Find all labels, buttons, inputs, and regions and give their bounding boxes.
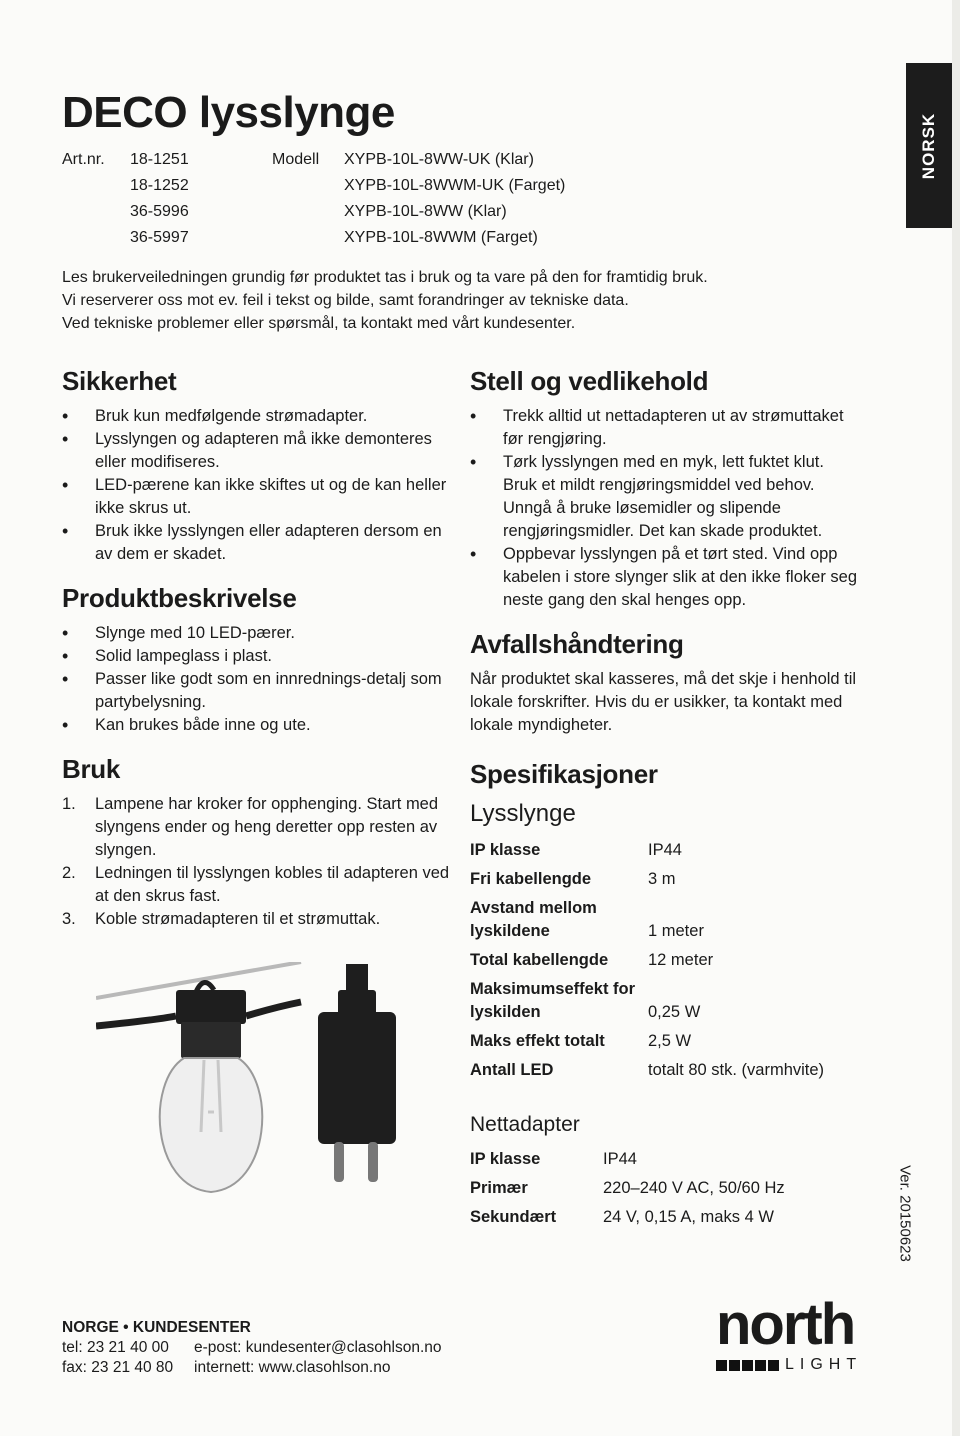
logo-sub: [716, 1356, 862, 1374]
art-number: 36-5997: [130, 229, 189, 246]
footer-web: internett: www.clasohlson.no: [194, 1359, 391, 1376]
spec-value: 12 meter: [648, 951, 714, 969]
cable: [96, 1016, 176, 1026]
spec-value: 24 V, 0,15 A, maks 4 W: [603, 1208, 774, 1226]
logo-square-icon: [755, 1360, 766, 1371]
table-row: [470, 975, 824, 1027]
string-spec-table: [470, 836, 824, 1085]
model-number: XYPB-10L-8WWM (Farget): [344, 229, 538, 246]
step-number: 2.: [62, 864, 76, 882]
disposal-heading: Avfallshåndtering: [470, 629, 684, 659]
intro-line: Vi reserverer oss mot ev. feil i tekst og bilde, samt forandringer av tekniske data.: [62, 292, 629, 309]
list-item: [62, 793, 452, 862]
list-item: • Solid lampeglass i plast.: [62, 645, 452, 668]
spec-key: IP klasse: [470, 841, 541, 859]
logo-square-icon: [729, 1360, 740, 1371]
care-section: [470, 366, 860, 612]
bulb-glass: [160, 1058, 262, 1192]
step-number: 1.: [62, 795, 76, 813]
spec-key: Total kabellengde: [470, 951, 609, 969]
spec-value: 2,5 W: [648, 1032, 692, 1050]
adapter-top: [338, 990, 376, 1015]
care-heading: Stell og vedlikehold: [470, 366, 709, 396]
spec-key: Sekundært: [470, 1208, 557, 1226]
table-row: [470, 865, 824, 894]
table-row: [470, 836, 824, 865]
list-item: • Trekk alltid ut nettadapteren ut av strømuttaket før rengjøring.: [470, 405, 860, 451]
table-row: [470, 1203, 785, 1232]
list-item: • Tørk lysslyngen med en myk, lett fuktet klut. Bruk et mildt rengjøringsmiddel ved behov. Unngå å bruke løsemidler og slipende rengjøringsmidler. Det kan skade produktet.: [470, 451, 860, 543]
step-text: Ledningen til lysslyngen kobles til adapteren ved at den skrus fast.: [95, 864, 450, 905]
art-number: 18-1251: [130, 151, 189, 168]
logo-sub-text: LIGHT: [785, 1356, 863, 1373]
art-number: 36-5996: [130, 203, 189, 220]
spec-value: 1 meter: [648, 922, 704, 940]
usage-heading: Bruk: [62, 754, 121, 784]
footer-contact: [62, 1318, 442, 1378]
intro-line: Les brukerveiledningen grundig før produktet tas i bruk og ta vare på den for framtidig bruk.: [62, 269, 708, 286]
spec-value: totalt 80 stk. (varmhvite): [648, 1061, 825, 1079]
north-light-logo: [716, 1292, 891, 1377]
product-heading: Produktbeskrivelse: [62, 583, 297, 613]
footer-row: [62, 1338, 442, 1358]
table-row: [470, 1056, 824, 1085]
language-tab-label: NORSK: [919, 112, 938, 179]
spec-key: Maks effekt totalt: [470, 1032, 605, 1050]
step-text: Lampene har kroker for opphenging. Start med slyngens ender og heng deretter opp resten av slyngen.: [95, 795, 439, 859]
spec-key: IP klasse: [470, 1150, 541, 1168]
adapter-cable-end: [346, 964, 368, 992]
disposal-text: Når produktet skal kasseres, må det skje i henhold til lokale forskrifter. Hvis du er usikker, ta kontakt med lokale myndigheter.: [470, 670, 857, 734]
spec-value: IP44: [603, 1150, 637, 1168]
footer-row: [62, 1358, 442, 1378]
list-item: • Bruk kun medfølgende strømadapter.: [62, 405, 452, 428]
adapter-spec-table: [470, 1145, 785, 1232]
art-number-list: [130, 147, 270, 251]
version-text: Ver. 20150623: [896, 1165, 914, 1262]
model-list: [344, 147, 644, 251]
list-item: • Slynge med 10 LED-pærer.: [62, 622, 452, 645]
language-tab: [906, 63, 952, 228]
step-number: 3.: [62, 910, 76, 928]
spec-key: Antall LED: [470, 1061, 554, 1079]
list-item: • Lysslyngen og adapteren må ikke demonteres eller modifiseres.: [62, 428, 452, 474]
spec-value: 3 m: [648, 870, 676, 888]
spec-key: Avstand mellom lyskildene: [470, 899, 597, 940]
list-item: • LED-pærene kan ikke skiftes ut og de kan heller ikke skrus ut.: [62, 474, 452, 520]
table-row: [470, 1027, 824, 1056]
spec-key: Maksimumseffekt for lyskilden: [470, 980, 636, 1021]
table-row: [470, 946, 824, 975]
spec-value: 220–240 V AC, 50/60 Hz: [603, 1179, 785, 1197]
logo-square-icon: [716, 1360, 727, 1371]
spec-key: Fri kabellengde: [470, 870, 592, 888]
list-item: [62, 862, 452, 908]
string-spec-heading: Lysslynge: [470, 800, 576, 827]
safety-section: [62, 366, 452, 566]
spec-heading: Spesifikasjoner: [470, 759, 658, 789]
footer-title: NORGE • KUNDESENTER: [62, 1319, 251, 1336]
left-column: [62, 366, 452, 948]
list-item: • Oppbevar lysslyngen på et tørt sted. Vind opp kabelen i store slynger slik at den ikke floker seg neste gang den skal henges opp.: [470, 543, 860, 612]
bulb-socket: [176, 990, 246, 1024]
safety-heading: Sikkerhet: [62, 366, 177, 396]
model-number: XYPB-10L-8WW-UK (Klar): [344, 151, 534, 168]
page-edge: [952, 0, 960, 1436]
table-row: [470, 1145, 785, 1174]
model-label: Modell: [272, 151, 320, 168]
table-row: [470, 894, 824, 946]
power-adapter: [318, 1012, 396, 1144]
plug-pin: [334, 1142, 344, 1182]
intro-text: [62, 266, 862, 335]
product-illustration: [96, 962, 456, 1202]
footer-email: e-post: kundesenter@clasohlson.no: [194, 1339, 442, 1356]
list-item: • Bruk ikke lysslyngen eller adapteren dersom en av dem er skadet.: [62, 520, 452, 566]
list-item: • Passer like godt som en innrednings-detalj som partybelysning.: [62, 668, 452, 714]
list-item: • Kan brukes både inne og ute.: [62, 714, 452, 737]
plug-pin: [368, 1142, 378, 1182]
model-number: XYPB-10L-8WWM-UK (Farget): [344, 177, 566, 194]
bulb-socket-lower: [181, 1022, 241, 1058]
page-title: DECO lysslynge: [62, 88, 395, 137]
right-column: [470, 366, 860, 1232]
cable: [246, 1002, 301, 1016]
version-label: [890, 1160, 914, 1270]
spec-section: [470, 759, 860, 1232]
model-number: XYPB-10L-8WW (Klar): [344, 203, 507, 220]
usage-section: [62, 754, 452, 931]
art-label: Art.nr.: [62, 151, 105, 168]
product-section: [62, 583, 452, 737]
footer-fax: fax: 23 21 40 80: [62, 1359, 174, 1376]
table-row: [470, 1174, 785, 1203]
spec-key: Primær: [470, 1179, 528, 1197]
logo-name: north: [716, 1292, 855, 1357]
art-number: 18-1252: [130, 177, 189, 194]
step-text: Koble strømadapteren til et strømuttak.: [95, 910, 381, 928]
intro-line: Ved tekniske problemer eller spørsmål, ta kontakt med vårt kundesenter.: [62, 315, 576, 332]
list-item: [62, 908, 452, 931]
logo-square-icon: [742, 1360, 753, 1371]
spec-value: 0,25 W: [648, 1003, 701, 1021]
logo-square-icon: [768, 1360, 779, 1371]
spec-value: IP44: [648, 841, 682, 859]
adapter-spec-heading: Nettadapter: [470, 1113, 580, 1136]
footer-tel: tel: 23 21 40 00: [62, 1339, 169, 1356]
disposal-section: [470, 629, 860, 737]
